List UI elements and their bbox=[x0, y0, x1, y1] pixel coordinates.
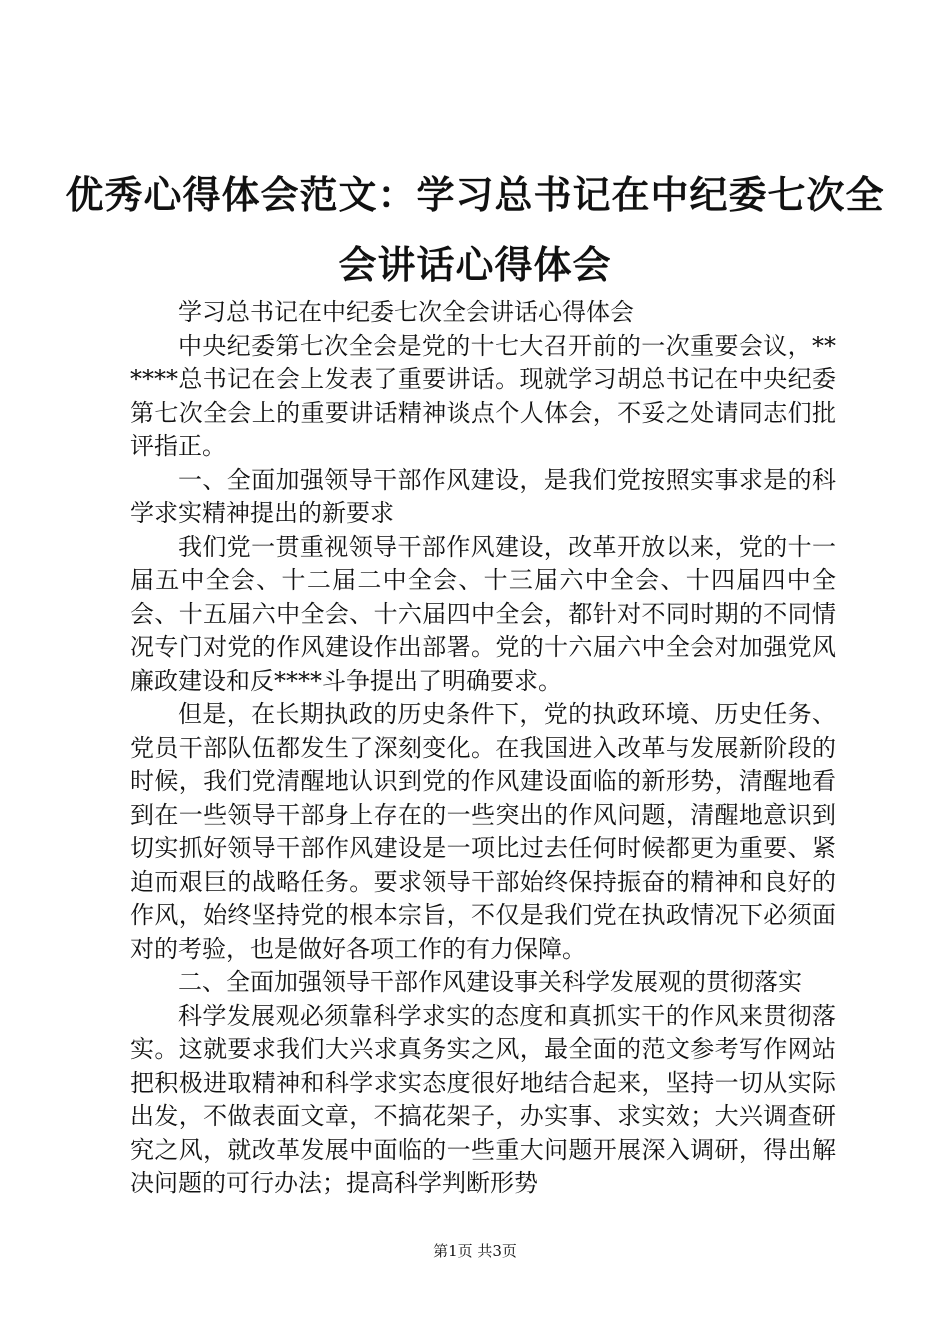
body-paragraph: 我们党一贯重视领导干部作风建设，改革开放以来，党的十一届五中全会、十二届二中全会、十三届六中全会、十四届四中全会、十五届六中全会、十六届四中全会，都针对不同时期的不同情况专门对党的作风建设作出部署。党的十六届六中全会对加强党风廉政建设和反****斗争提出了明确要求。 bbox=[130, 532, 836, 695]
body-paragraph: 科学发展观必须靠科学求实的态度和真抓实干的作风来贯彻落实。这就要求我们大兴求真务实之风，最全面的范文参考写作网站把积极进取精神和科学求实态度很好地结合起来，坚持一切从实际出发，不做表面文章，不搞花架子，办实事、求实效；大兴调查研究之风，就改革发展中面临的一些重大问题开展深入调研，得出解决问题的可行办法；提高科学判断形势 bbox=[130, 1001, 836, 1197]
document-body bbox=[130, 296, 836, 1201]
body-paragraph: 但是，在长期执政的历史条件下，党的执政环境、历史任务、党员干部队伍都发生了深刻变化。在我国进入改革与发展新阶段的时候，我们党清醒地认识到党的作风建设面临的新形势，清醒地看到在一些领导干部身上存在的一些突出的作风问题，清醒地意识到切实抓好领导干部作风建设是一项比过去任何时候都更为重要、紧迫而艰巨的战略任务。要求领导干部始终保持振奋的精神和良好的作风，始终坚持党的根本宗旨，不仅是我们党在执政情况下必须面对的考验，也是做好各项工作的有力保障。 bbox=[130, 700, 836, 963]
section-heading: 二、全面加强领导干部作风建设事关科学发展观的贯彻落实 bbox=[178, 968, 802, 996]
page-footer: 第1页 共3页 bbox=[433, 1242, 517, 1260]
document-title: 优秀心得体会范文：学习总书记在中纪委七次全会讲话心得体会 bbox=[65, 172, 885, 287]
subtitle-paragraph: 学习总书记在中纪委七次全会讲话心得体会 bbox=[178, 298, 634, 326]
body-paragraph: 中央纪委第七次全会是党的十七大召开前的一次重要会议，******总书记在会上发表了重要讲话。现就学习胡总书记在中央纪委第七次全会上的重要讲话精神谈点个人体会，不妥之处请同志们批评指正。 bbox=[130, 331, 836, 460]
section-heading: 一、全面加强领导干部作风建设，是我们党按照实事求是的科学求实精神提出的新要求 bbox=[130, 465, 836, 527]
